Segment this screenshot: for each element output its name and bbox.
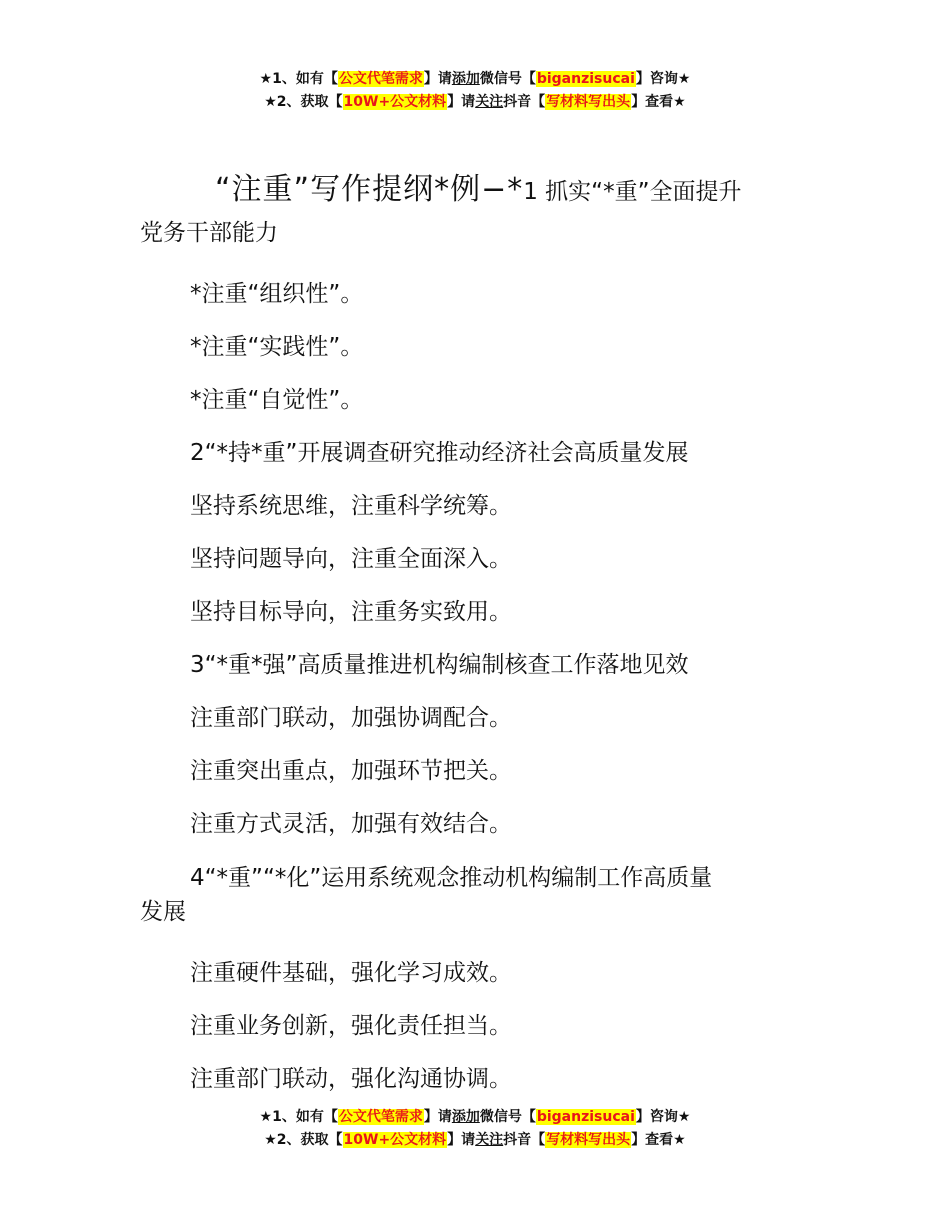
paragraph: 坚持系统思维，注重科学统筹。 — [190, 493, 512, 519]
section-heading: 4“*重”“*化”运用系统观念推动机构编制工作高质量 — [190, 865, 713, 891]
title-rest: 1 抓实“*重”全面提升 — [523, 179, 742, 205]
banner-highlight: 公文代笔需求 — [338, 71, 423, 87]
section-heading: 2“*持*重”开展调查研究推动经济社会高质量发展 — [190, 440, 689, 466]
document-body — [140, 166, 815, 1106]
banner-highlight: biganzisucai — [536, 71, 635, 87]
section-heading-continuation: 发展 — [140, 899, 186, 925]
banner-highlight: 写材料写出头 — [546, 1132, 631, 1148]
banner-highlight: 10W+公文材料 — [343, 1132, 447, 1148]
title-main: “注重”写作提纲*例−* — [215, 172, 524, 207]
paragraph: *注重“实践性”。 — [190, 334, 364, 360]
paragraph: 注重部门联动，强化沟通协调。 — [190, 1066, 512, 1092]
footer-banner — [0, 1106, 950, 1152]
banner-highlight: 10W+公文材料 — [343, 94, 447, 110]
paragraph: 注重硬件基础，强化学习成效。 — [190, 960, 512, 986]
paragraph: *注重“组织性”。 — [190, 281, 364, 307]
banner-line-1: ★1、如有【公文代笔需求】请添加微信号【biganzisucai】咨询★ — [259, 71, 691, 87]
banner-highlight: biganzisucai — [536, 1109, 635, 1125]
paragraph: 注重部门联动，加强协调配合。 — [190, 705, 512, 731]
banner-line-2: ★2、获取【10W+公文材料】请关注抖音【写材料写出头】查看★ — [264, 1132, 686, 1148]
paragraph: 坚持问题导向，注重全面深入。 — [190, 546, 512, 572]
section-heading: 3“*重*强”高质量推进机构编制核查工作落地见效 — [190, 652, 689, 678]
header-banner — [0, 68, 950, 114]
banner-line-2: ★2、获取【10W+公文材料】请关注抖音【写材料写出头】查看★ — [264, 94, 686, 110]
banner-line-1: ★1、如有【公文代笔需求】请添加微信号【biganzisucai】咨询★ — [259, 1109, 691, 1125]
paragraph: 注重突出重点，加强环节把关。 — [190, 758, 512, 784]
paragraph: 注重业务创新，强化责任担当。 — [190, 1013, 512, 1039]
paragraph: 坚持目标导向，注重务实致用。 — [190, 599, 512, 625]
title-continuation: 党务干部能力 — [140, 220, 278, 246]
document-title — [140, 166, 815, 216]
paragraph: 注重方式灵活，加强有效结合。 — [190, 811, 512, 837]
banner-highlight: 公文代笔需求 — [338, 1109, 423, 1125]
banner-highlight: 写材料写出头 — [546, 94, 631, 110]
paragraph: *注重“自觉性”。 — [190, 387, 364, 413]
